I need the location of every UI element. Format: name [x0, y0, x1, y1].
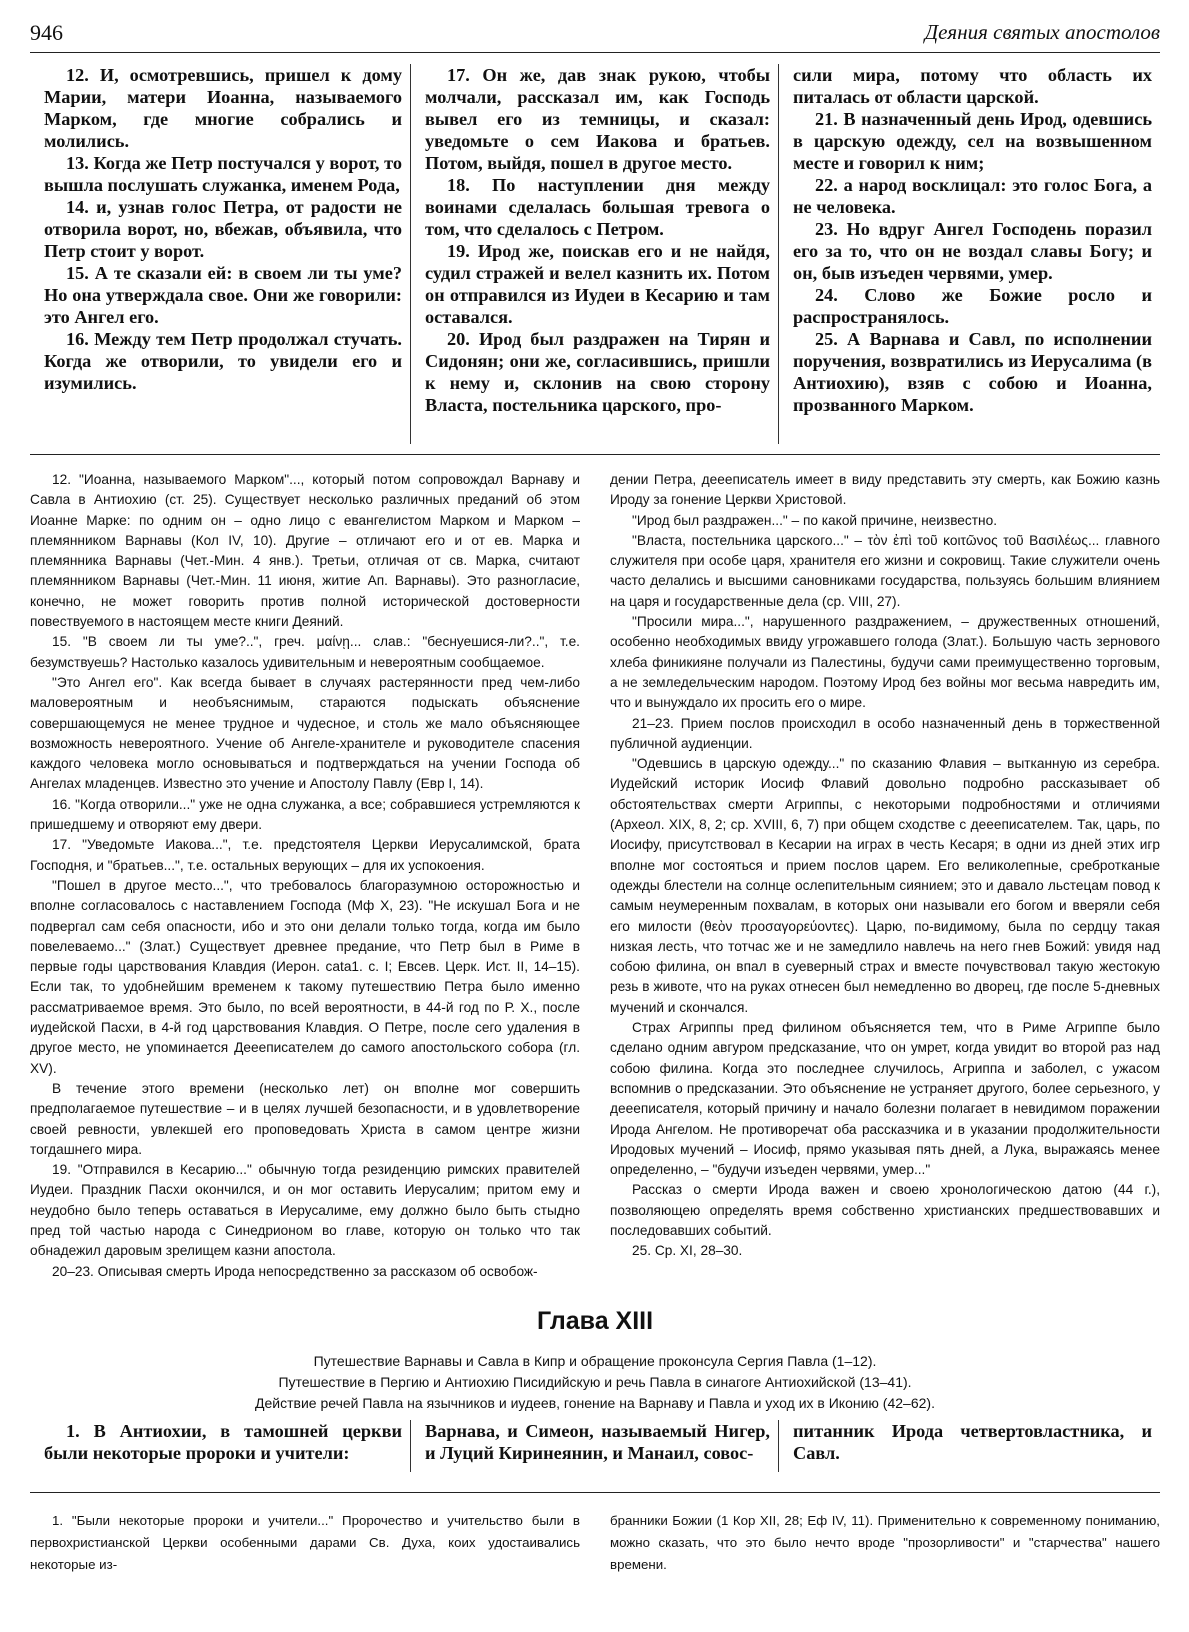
commentary-paragraph: 17. "Уведомьте Иакова...", т.е. предстоятеля Церкви Иерусалимской, брата Господня, и "братьев...", т.е. остальных верующих – для их успокоения.	[30, 837, 580, 873]
commentary-top	[30, 470, 1160, 1300]
commentary-paragraph: 16. "Когда отворили..." уже не одна служанка, а все; собравшиеся устремляются к пришедшему и отворяют ему двери.	[30, 796, 580, 833]
verse: 21. В назначенный день Ирод, одевшись в царскую одежду, сел на возвышенном месте и говорил к ним;	[793, 109, 1152, 173]
commentary-paragraph: В течение этого времени (несколько лет) он вполне мог совершить предполагаемое путешествие – и в целях лучшей безопасности, и в удовлетворение своей ревности, увлекшей его проповедовать Христа в самом центре жизни тогдашнего мира.	[30, 1080, 580, 1157]
verse: 16. Между тем Петр продолжал стучать. Когда же отворили, то увидели его и изумились.	[44, 329, 402, 393]
verse: 14. и, узнав голос Петра, от радости не отворила ворот, но, вбежав, объявила, что Петр стоит у ворот.	[44, 197, 402, 261]
scripture-text-bottom	[30, 1420, 1160, 1472]
scripture-column-3	[778, 1420, 1160, 1472]
page-number: 946	[30, 20, 63, 45]
running-title: Деяния святых апостолов	[924, 20, 1160, 44]
summary-line: Действие речей Павла на язычников и иудеев, гонение на Варнаву и Павла и уход их в Иконию (42–62).	[255, 1395, 935, 1411]
commentary-paragraph: Рассказ о смерти Ирода важен и своею хронологическою датою (44 г.), позволяющею определять время собственно христианских предшествовавших и последовавших событий.	[610, 1182, 1160, 1238]
verse: 15. А те сказали ей: в своем ли ты уме? Но она утверждала свое. Они же говорили: это Ангел его.	[44, 263, 402, 327]
verse-continuation: питанник Ирода четвертовластника, и Савл.	[793, 1421, 1152, 1463]
book-page	[30, 18, 1160, 1618]
commentary-paragraph: "Ирод был раздражен..." – по какой причине, неизвестно.	[632, 512, 998, 528]
chapter-summary	[30, 1351, 1160, 1414]
page-header	[30, 18, 1160, 53]
commentary-paragraph: "Власта, постельника царского..." – τὸν ἐπὶ τοῦ κοιτῶνος τοῦ Βασιλέως... главного служителя при особе царя, хранителя его жизни и сокровищ. Такие служители очень часто делались и высшими сановниками государства, пользуясь большим влиянием на царя и государственные дела (ср. VIII, 27).	[610, 532, 1160, 609]
verse: 13. Когда же Петр постучался у ворот, то вышла послушать служанка, именем Рода,	[44, 153, 402, 195]
commentary-paragraph: 25. Ср. XI, 28–30.	[632, 1243, 743, 1259]
scripture-column-1	[30, 64, 410, 444]
commentary-paragraph: "Пошел в другое место...", что требовалось благоразумною осторожностью и вполне согласовалось с наставлением Господа (Мф X, 23). "Не искушал Бога и не подвергал сам себя опасности, ибо и это они делали только тогда, когда им было повелеваемо..." (Злат.) Существует древнее предание, что Петр был в Риме в первые годы царствования Клавдия (Иерон. cata1. c. I; Евсев. Церк. Ист. II, 14–15). Если так, то удобнейшим временем к такому путешествию Петра было именно рассматриваемое время. Это было, по всей вероятности, в 44-й год по Р. Х., после иудейской Пасхи, в 4-й год царствования Клавдия. О Петре, после сего удаления в другое место, не упоминается Деееписателем до самого апостольского собора (гл. XV).	[30, 877, 580, 1076]
commentary-continuation: дении Петра, деееписатель имеет в виду представить эту смерть, как Божию казнь Ироду за гонение Церкви Христовой.	[610, 472, 1160, 508]
commentary-paragraph: 15. "В своем ли ты уме?..", греч. μαίνῃ... слав.: "беснуешися-ли?..", т.е. безумствуешь? Настолько казалось удивительным и невероятным сообщаемое.	[30, 634, 580, 670]
commentary-paragraph: 19. "Отправился в Кесарию..." обычную тогда резиденцию римских правителей Иудеи. Праздник Пасхи окончился, и он мог оставить Иерусалим; притом ему и неудобно было теперь оставаться в Иерусалиме, ему должно было быть стыдно пред той частью народа с Синедрионом во главе, которую он только что так обнадежил даровым зрелищем казни апостола.	[30, 1162, 580, 1259]
commentary-paragraph: "Просили мира...", нарушенного раздражением, – дружественных отношений, особенно необходимых ввиду угрожавшего голода (Злат.). Большую часть зернового хлеба финикияне получали из Палестины, будучи сами преимущественно торговым, а не земледельческим народом. Поэтому Ирод без войны мог весьма навредить им, что и вынуждало их просить его о мире.	[610, 614, 1160, 711]
scripture-column-2	[410, 64, 778, 444]
commentary-paragraph: "Это Ангел его". Как всегда бывает в случаях растерянности пред чем-либо маловероятным и необъяснимым, стараются подыскать объяснение совершающемуся не менее трудное и чудесное, и столь же мало объясняющее возможность невероятного. Учение об Ангеле-хранителе и руководителе спасения каждого человека могло основываться и подтверждаться на учении Господа об Ангелах младенцев. Известно это учение и Апостолу Павлу (Евр I, 14).	[30, 674, 580, 792]
commentary-paragraph: "Одевшись в царскую одежду..." по сказанию Флавия – вытканную из серебра. Иудейский историк Иосиф Флавий довольно подробно рассказывает об обстоятельствах смерти Агриппы, с некоторыми подробностями и отличиями (Археол. XIX, 8, 2; ср. XVIII, 6, 7) при общем сходстве с деееписателем. Так, царь, по Иосифу, присутствовал в Кесарии на играх в честь Кесаря; в одни из дней этих игр вполне мог состояться и прием послов царем. Его великолепные, сребротканые одежды блестели на солнце ослепительным сиянием; это и давало льстецам повод к самым неумеренным похвалам, в которых они называли его богом и вверяли себя его милости (θεὸν προσαγορεύοντες). Царю, по-видимому, была по сердцу такая низкая лесть, что тотчас же и не замедлило навлечь на него гнев Божий: увидя над собою филина, он впал в суеверный страх и вместе почувствовал такую жестокую резь в животе, что на руках отнесен был немедленно во дворец, где после 5-дневных мучений и скончался.	[610, 756, 1160, 1015]
commentary-bottom	[30, 1510, 1160, 1570]
section-divider	[30, 1492, 1160, 1493]
commentary-paragraph: Страх Агриппы пред филином объясняется тем, что в Риме Агриппе было сделано одним авгуром предсказание, что он умрет, когда увидит во второй раз над собою филина. Когда это последнее случилось, Агриппа и заболел, с ужасом вспомнив о предсказании. Это объяснение не устраняет другого, более серьезного, у деееписателя, который причину и начало болезни полагает в невидимом поражении Ирода Ангелом. Не противоречат оба рассказчика и в указании продолжительности Иродовых мучений – Иосиф, прямо указывая пять дней, а Лука, выражаясь менее определенно, – "будучи изъеден червями, умер..."	[610, 1020, 1160, 1178]
scripture-text-top	[30, 64, 1160, 444]
commentary-paragraph: 21–23. Прием послов происходил в особо назначенный день в торжественной публичной аудиенции.	[610, 715, 1160, 751]
verse: 1. В Антиохии, в тамошней церкви были некоторые пророки и учители:	[44, 1421, 402, 1463]
verse: 12. И, осмотревшись, пришел к дому Марии, матери Иоанна, называемого Марком, где многие собрались и молились.	[44, 65, 402, 151]
scripture-column-1	[30, 1420, 410, 1472]
commentary-paragraph: 1. "Были некоторые пророки и учители..." Пророчество и учительство были в первохристианской Церкви особенными дарами Св. Духа, коих удостаивались некоторые из-	[30, 1513, 580, 1572]
verse: 22. а народ восклицал: это голос Бога, а не человека.	[793, 175, 1152, 217]
commentary-paragraph: 12. "Иоанна, называемого Марком"..., который потом сопровождал Варнаву и Савла в Антиохию (ст. 25). Существует несколько различных преданий об этом Иоанне Марке: по одним он – одно лицо с евангелистом Марком и Марком – племянником Варнавы (Кол IV, 10). Другие – отличают его и от ев. Марка и племянника Варнавы (Чет.-Мин. 4 янв.). Третьи, отличая от св. Марка, считают племянником Варнавы (Чет.-Мин. 11 июня, житие Ап. Варнавы). Это разногласие, конечно, не может говорить против полной исторической достоверности повествуемого в настоящем месте книги Деяний.	[30, 472, 580, 630]
verse: 20. Ирод был раздражен на Тирян и Сидонян; они же, согласившись, пришли к нему и, склонив на свою сторону Власта, постельника царского, про-	[425, 329, 770, 415]
verse: 25. А Варнава и Савл, по исполнении поручения, возвратились из Иерусалима (в Антиохию), взяв с собою и Иоанна, прозванного Марком.	[793, 329, 1152, 415]
verse: 23. Но вдруг Ангел Господень поразил его за то, что он не воздал славы Богу; и он, быв изъеден червями, умер.	[793, 219, 1152, 283]
commentary-column-left	[30, 1510, 580, 1570]
verse: 17. Он же, дав знак рукою, чтобы молчали, рассказал им, как Господь вывел его из темницы, и сказал: уведомьте о сем Иакова и братьев. Потом, выйдя, пошел в другое место.	[425, 65, 770, 173]
verse: 19. Ирод же, поискав его и не найдя, судил стражей и велел казнить их. Потом он отправился из Иудеи в Кесарию и там оставался.	[425, 241, 770, 327]
scripture-column-3	[778, 64, 1160, 444]
commentary-column-right	[610, 1510, 1160, 1570]
verse: Варнава, и Симеон, называемый Нигер, и Луций Киринеянин, и Манаил, совос-	[425, 1421, 770, 1463]
scripture-column-2	[410, 1420, 778, 1472]
commentary-continuation: бранники Божии (1 Кор XII, 28; Еф IV, 11). Применительно к современному пониманию, можно сказать, что это было нечто вроде "прозорливости" и "старчества" нашего времени.	[610, 1513, 1160, 1572]
section-divider	[30, 454, 1160, 455]
verse-continuation: сили мира, потому что область их питалась от области царской.	[793, 65, 1152, 107]
summary-line: Путешествие Варнавы и Савла в Кипр и обращение проконсула Сергия Павла (1–12).	[313, 1353, 877, 1369]
commentary-column-left	[30, 470, 580, 1300]
commentary-column-right	[610, 470, 1160, 1300]
chapter-title: Глава XIII	[536, 1307, 654, 1335]
summary-line: Путешествие в Пергию и Антиохию Писидийскую и речь Павла в синагоге Антиохийской (13–41).	[278, 1374, 912, 1390]
verse: 18. По наступлении дня между воинами сделалась большая тревога о том, что сделалось с Петром.	[425, 175, 770, 239]
verse: 24. Слово же Божие росло и распространялось.	[793, 285, 1152, 327]
commentary-paragraph: 20–23. Описывая смерть Ирода непосредственно за рассказом об освобож-	[52, 1263, 538, 1279]
